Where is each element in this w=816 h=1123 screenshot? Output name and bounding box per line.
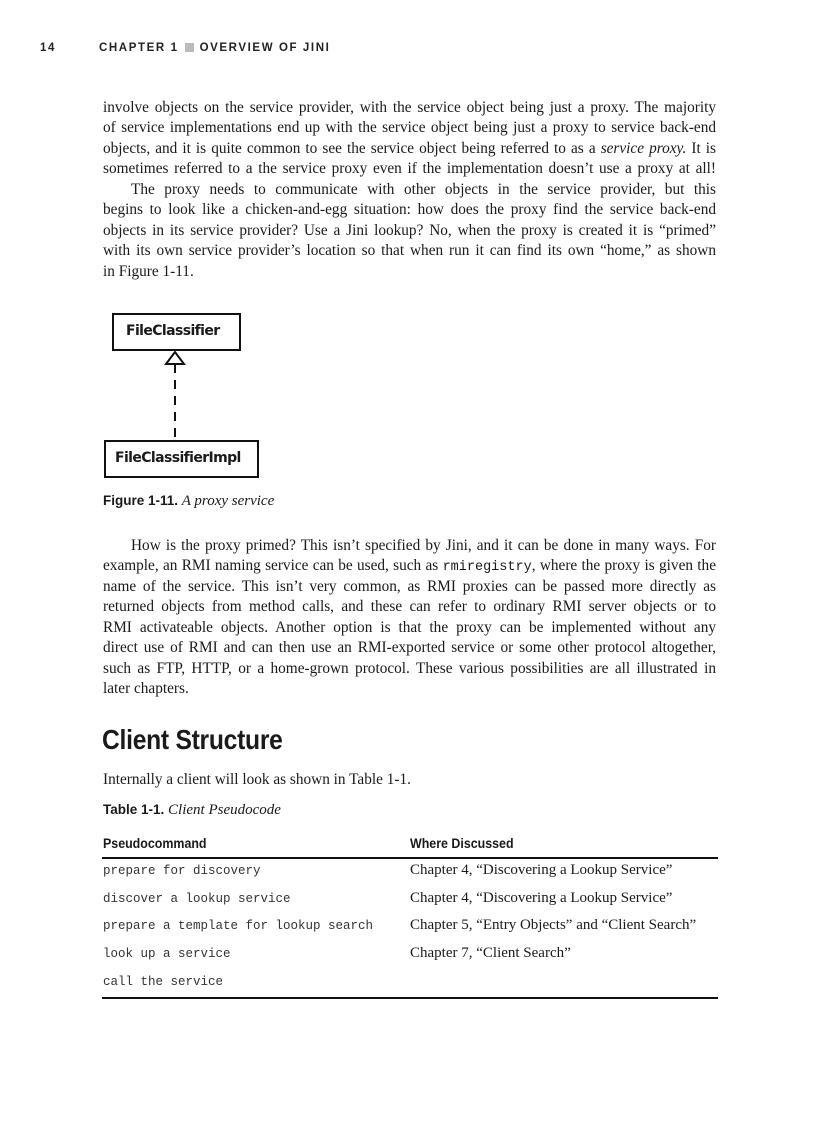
pseudocommand-cell: prepare a template for lookup search: [103, 919, 374, 933]
realization-arrow-icon: [160, 350, 190, 442]
table-label: Table 1-1.: [103, 802, 165, 817]
figure-label: Figure 1-11.: [103, 493, 179, 508]
paragraph-line: such as FTP, HTTP, or a home-grown protocol. These various possibilities are all illustrated in: [103, 660, 716, 677]
uml-box-fileclassifierimpl: FileClassifierImpl: [104, 440, 259, 478]
figure-title: A proxy service: [181, 493, 275, 509]
paragraph-line: of service implementations end up with the service object being just a proxy to service back-end: [103, 119, 716, 136]
paragraph-line: [103, 139, 716, 159]
where-discussed-cell: Chapter 4, “Discovering a Lookup Service”: [410, 862, 673, 878]
paragraph-line: returned objects from method calls, and these can refer to ordinary RMI server objects or to: [103, 598, 716, 615]
figure-caption: [103, 493, 274, 510]
paragraph-line: involve objects on the service provider, with the service object being just a proxy. The majority: [103, 99, 716, 116]
page-number: 14: [40, 42, 56, 54]
text: , where the proxy is given the: [531, 557, 716, 574]
code: rmiregistry: [442, 560, 532, 575]
section-label: OVERVIEW OF JINI: [199, 42, 331, 54]
paragraph-line: RMI activateable objects. Another option is that the proxy can be implemented without any: [103, 619, 716, 636]
pseudocommand-cell: prepare for discovery: [103, 864, 261, 878]
uml-box-fileclassifier: FileClassifier: [112, 313, 241, 351]
table-caption: [103, 802, 281, 819]
where-discussed-cell: Chapter 5, “Entry Objects” and “Client Search”: [410, 917, 697, 933]
table-header-rule: [102, 857, 718, 859]
paragraph-line: with its own service provider’s location so that when run it can find its own “home,” as shown: [103, 242, 716, 259]
paragraph-line: The proxy needs to communicate with other objects in the service provider, but this: [131, 181, 716, 198]
column-header: Where Discussed: [410, 836, 514, 851]
text: It is: [691, 140, 717, 157]
paragraph-line: name of the service. This isn’t very common, as RMI proxies can be passed more directly as: [103, 578, 716, 595]
text: objects, and it is quite common to see the service object being referred to as a: [103, 140, 601, 157]
running-header: [99, 42, 330, 54]
table-bottom-rule: [102, 997, 718, 999]
where-discussed-cell: Chapter 7, “Client Search”: [410, 945, 571, 961]
intro-text: Internally a client will look as shown in Table 1-1.: [103, 771, 411, 788]
table-title: Client Pseudocode: [168, 802, 281, 818]
emphasis: service proxy.: [600, 140, 687, 157]
paragraph-line: sometimes referred to a the service proxy even if the implementation doesn’t use a proxy at all!: [103, 160, 716, 177]
section-heading: Client Structure: [102, 724, 283, 755]
pseudocommand-cell: discover a lookup service: [103, 892, 291, 906]
paragraph-line: begins to look like a chicken-and-egg situation: how does the proxy find the service back-end: [103, 201, 716, 218]
where-discussed-cell: Chapter 4, “Discovering a Lookup Service”: [410, 890, 673, 906]
paragraph-line: in Figure 1-11.: [103, 263, 194, 280]
paragraph-line: [103, 556, 716, 578]
chapter-label: CHAPTER 1: [99, 42, 179, 54]
paragraph-line: direct use of RMI and can then use an RMI-exported service or some other protocol altogether,: [103, 639, 716, 656]
text: example, an RMI naming service can be used, such as: [103, 557, 443, 574]
paragraph-line: later chapters.: [103, 680, 189, 697]
pseudocommand-cell: call the service: [103, 975, 224, 989]
paragraph-line: objects in its service provider? Use a Jini lookup? No, when the proxy is created it is “primed”: [103, 222, 716, 239]
separator-square-icon: [185, 43, 194, 52]
paragraph-line: How is the proxy primed? This isn’t specified by Jini, and it can be done in many ways. For: [131, 537, 716, 554]
column-header: Pseudocommand: [103, 836, 207, 851]
pseudocommand-cell: look up a service: [103, 947, 231, 961]
